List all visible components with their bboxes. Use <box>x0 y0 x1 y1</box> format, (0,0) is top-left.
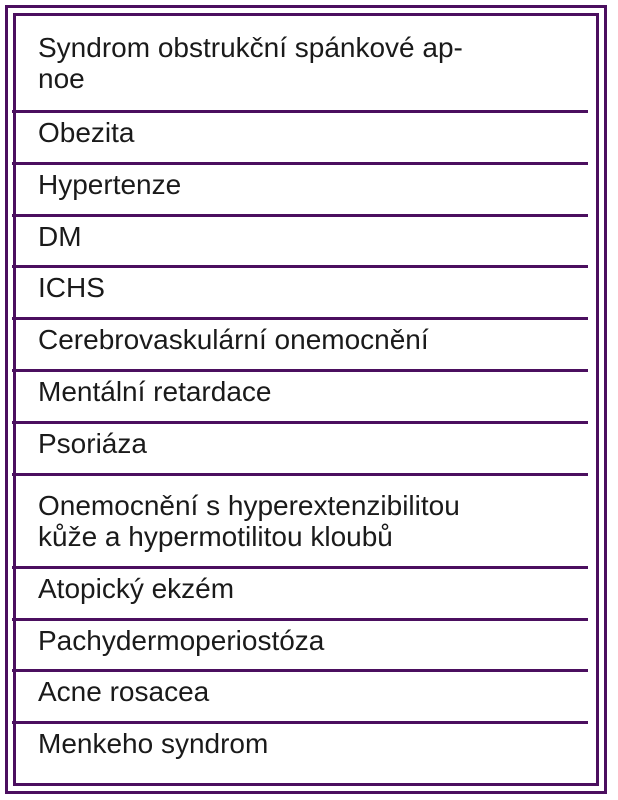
table-row: Psoriáza <box>12 424 588 476</box>
table-row: Pachydermoperiostóza <box>12 621 588 673</box>
table-row: Mentální retardace <box>12 372 588 424</box>
table-row: Atopický ekzém <box>12 569 588 621</box>
table-row: Acne rosacea <box>12 672 588 724</box>
table-row: Syndrom obstrukční spánkové ap- noe <box>12 12 588 113</box>
table-row: Cerebrovaskulární onemocnění <box>12 320 588 372</box>
table-row: Menkeho syndrom <box>38 728 269 760</box>
table-row: DM <box>12 217 588 269</box>
table-row: ICHS <box>12 268 588 320</box>
conditions-table <box>12 12 588 776</box>
table-row: Hypertenze <box>12 165 588 217</box>
table-row: Onemocnění s hyperextenzibilitou kůže a hypermotilitou kloubů <box>12 476 588 569</box>
table-row: Obezita <box>12 113 588 165</box>
